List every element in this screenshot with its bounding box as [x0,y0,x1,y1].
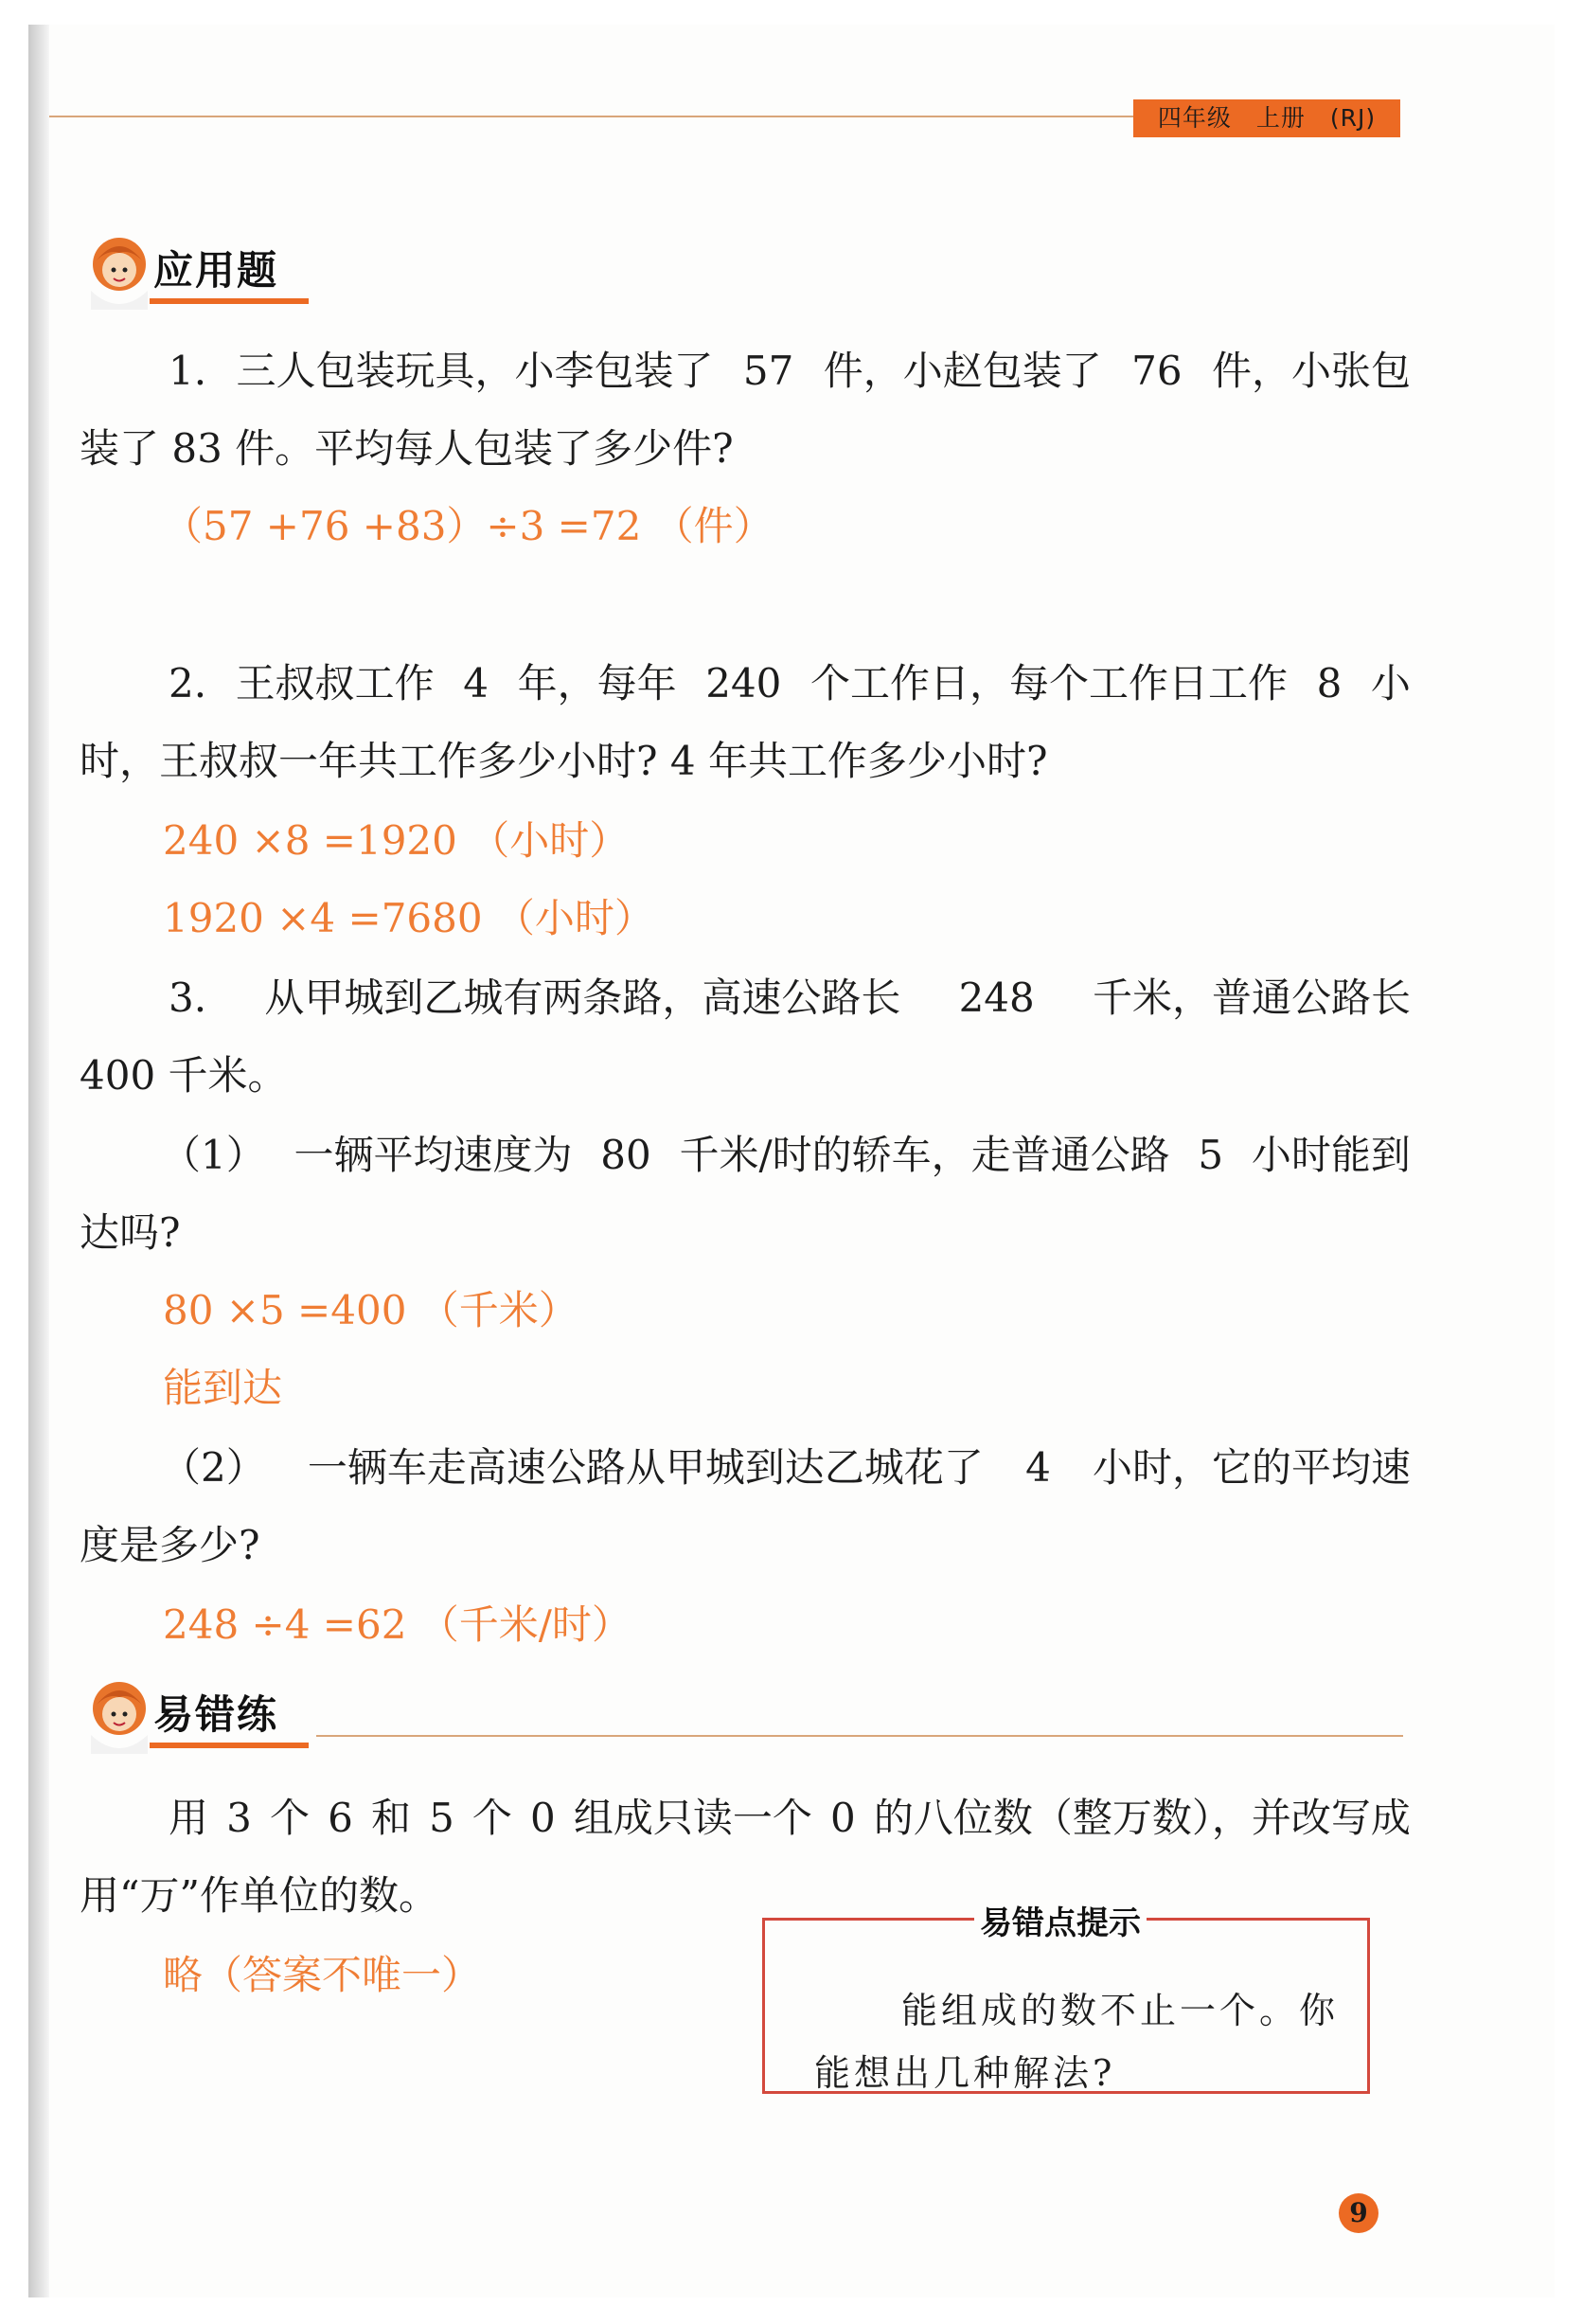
q3-sub1-line-2: 达吗? [80,1209,181,1256]
q1-line-1: 1. 三人包装玩具，小李包装了 57 件，小赵包装了 76 件，小张包 [169,348,1411,394]
q1-answer: （57 +76 +83）÷3 =72 （件） [163,503,774,549]
mistake-line-2: 用“万”作单位的数。 [80,1872,438,1919]
q3-sub1-line-1: （1） 一辆平均速度为 80 千米/时的轿车，走普通公路 5 小时能到 [161,1132,1411,1178]
section-title-underline [150,298,309,304]
girl-mascot-icon [81,1676,153,1754]
tip-title: 易错点提示 [974,1897,1147,1943]
mistake-line-1: 用 3 个 6 和 5 个 0 组成只读一个 0 的八位数（整万数），并改写成 [169,1795,1411,1841]
q3-sub1-answer-1: 80 ×5 =400 （千米） [163,1287,578,1333]
q2-line-2: 时，王叔叔一年共工作多少小时? 4 年共工作多少小时? [80,738,1048,784]
q3-line-1: 3. 从甲城到乙城有两条路，高速公路长 248 千米，普通公路长 [169,974,1411,1021]
application-section-header [81,232,328,317]
q3-sub2-line-2: 度是多少? [80,1522,260,1568]
section-title: 应用题 [153,247,279,294]
tip-line-2: 能想出几种解法? [814,2052,1116,2094]
q2-answer-1: 240 ×8 =1920 （小时） [163,817,630,864]
mistake-answer: 略（答案不唯一） [163,1952,482,1998]
q3-sub2-line-1: （2） 一辆车走高速公路从甲城到达乙城花了 4 小时，它的平均速 [161,1444,1411,1491]
q1-line-2: 装了 83 件。平均每人包装了多少件? [80,425,734,472]
q2-line-1: 2. 王叔叔工作 4 年，每年 240 个工作日，每个工作日工作 8 小 [169,660,1411,706]
tip-line-1: 能组成的数不止一个。你 [901,1990,1340,2031]
q3-line-2: 400 千米。 [80,1052,288,1099]
section-title-underline [150,1743,309,1748]
mistake-section-header [81,1676,328,1761]
header-rule [49,116,1162,117]
grade-tab: 四年级 上册 (RJ) [1133,99,1400,137]
mistake-section-rule [316,1735,1403,1737]
q3-sub1-answer-2: 能到达 [163,1365,283,1411]
book-spine-shadow [28,25,49,2297]
q2-answer-2: 1920 ×4 =7680 （小时） [163,895,654,941]
q3-sub2-answer: 248 ÷4 =62 （千米/时） [163,1601,631,1648]
page-number: 9 [1339,2193,1378,2233]
section-title: 易错练 [153,1691,279,1738]
girl-mascot-icon [81,232,153,310]
